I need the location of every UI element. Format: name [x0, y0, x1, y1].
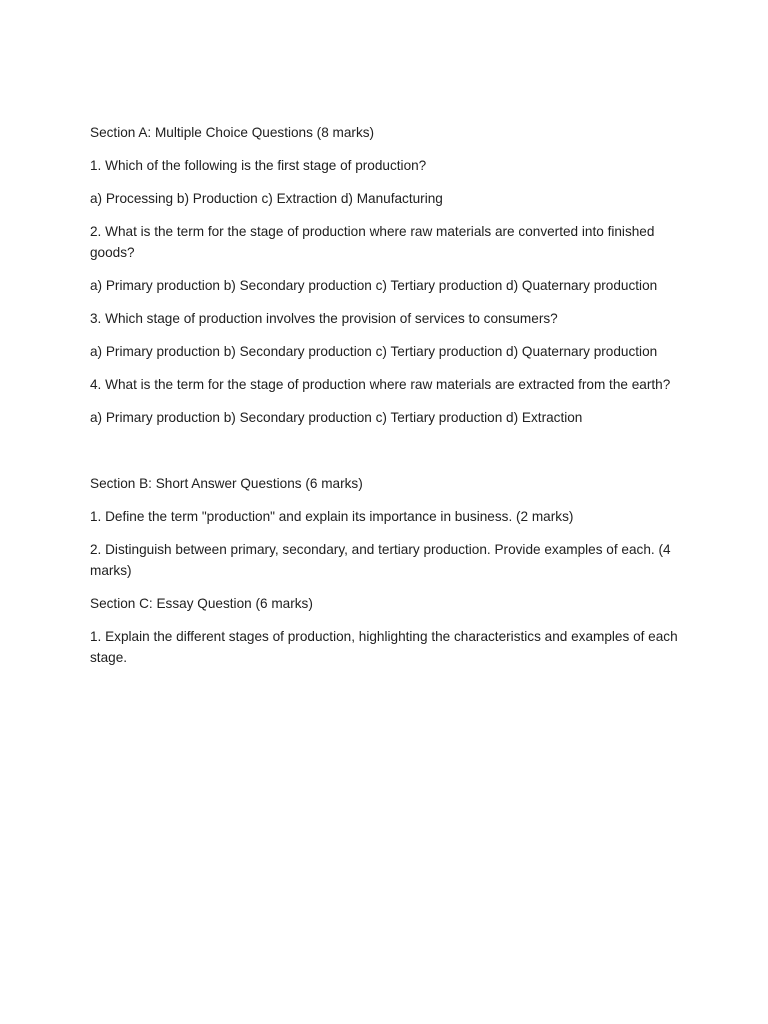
section-b-heading: Section B: Short Answer Questions (6 marks) — [90, 476, 363, 491]
section-b-question-2: 2. Distinguish between primary, secondary, and tertiary production. Provide examples of each. (4 marks) — [90, 542, 671, 578]
section-a-options-1: a) Processing b) Production c) Extraction d) Manufacturing — [90, 191, 443, 206]
section-b-question-1: 1. Define the term "production" and explain its importance in business. (2 marks) — [90, 509, 574, 524]
section-a-question-4: 4. What is the term for the stage of production where raw materials are extracted from the earth? — [90, 377, 671, 392]
section-c-question-1: 1. Explain the different stages of production, highlighting the characteristics and examples of each stage. — [90, 629, 678, 665]
section-a-options-3: a) Primary production b) Secondary production c) Tertiary production d) Quaternary production — [90, 344, 658, 359]
document-body — [90, 122, 690, 680]
section-a-options-2: a) Primary production b) Secondary production c) Tertiary production d) Quaternary production — [90, 278, 658, 293]
section-a-question-1: 1. Which of the following is the first stage of production? — [90, 158, 427, 173]
section-c-heading: Section C: Essay Question (6 marks) — [90, 596, 313, 611]
section-a-options-4: a) Primary production b) Secondary production c) Tertiary production d) Extraction — [90, 410, 583, 425]
section-a-question-3: 3. Which stage of production involves the provision of services to consumers? — [90, 311, 558, 326]
section-a-question-2: 2. What is the term for the stage of production where raw materials are converted into finished goods? — [90, 224, 655, 260]
section-spacer — [90, 440, 690, 473]
section-a-heading: Section A: Multiple Choice Questions (8 marks) — [90, 125, 375, 140]
